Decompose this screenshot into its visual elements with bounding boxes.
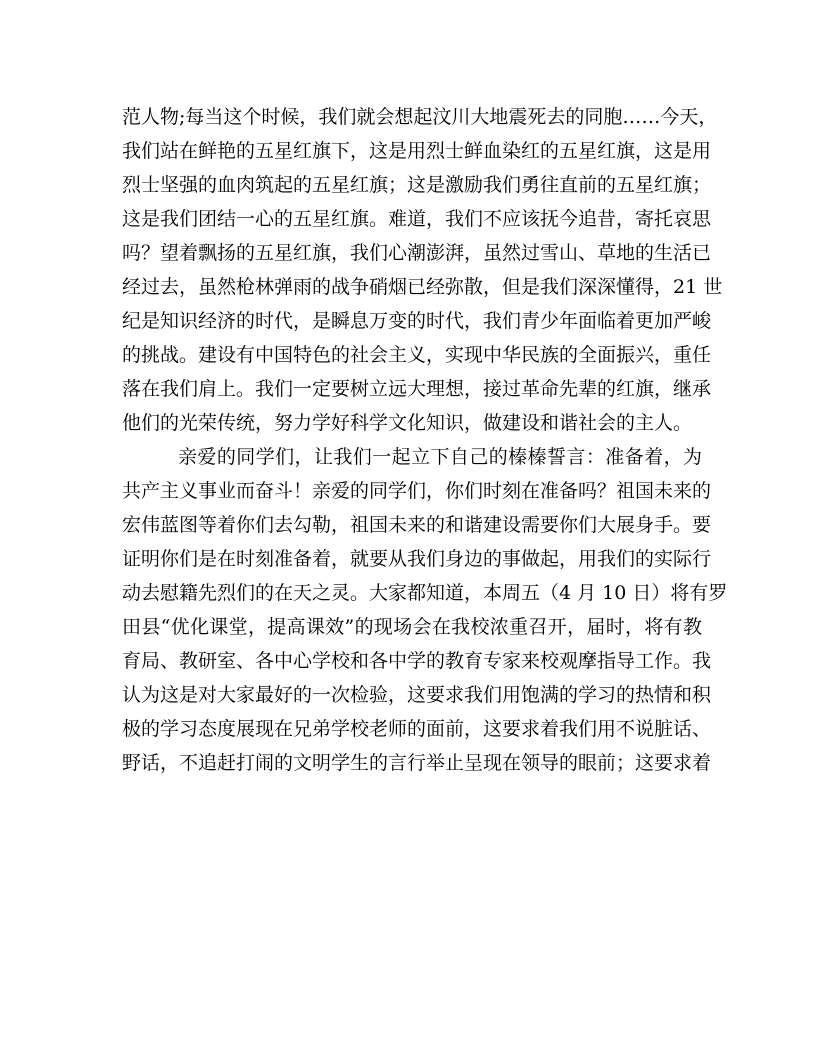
text-line: 证明你们是在时刻准备着，就要从我们身边的事做起，用我们的实际行 — [122, 548, 712, 570]
text-line: 动去慰籍先烈们的在天之灵。大家都知道，本周五（4 月 10 日）将有罗 — [122, 582, 728, 604]
text-line: 宏伟蓝图等着你们去勾勒，祖国未来的和谐建设需要你们大展身手。要 — [122, 514, 712, 536]
text-line: 经过去，虽然枪林弹雨的战争硝烟已经弥散，但是我们深深懂得，21 世 — [122, 276, 723, 298]
document-body — [122, 100, 728, 780]
text-line: 吗？望着飘扬的五星红旗，我们心潮澎湃，虽然过雪山、草地的生活已 — [122, 242, 712, 264]
text-line: 亲爱的同学们，让我们一起立下自己的榛榛誓言：准备着，为 — [178, 446, 702, 468]
text-line: 落在我们肩上。我们一定要树立远大理想，接过革命先辈的红旗，继承 — [122, 378, 712, 400]
text-line: 纪是知识经济的时代，是瞬息万变的时代，我们青少年面临着更加严峻 — [122, 310, 712, 332]
text-line: 田县“优化课堂，提高课效”的现场会在我校浓重召开，届时，将有教 — [122, 616, 702, 638]
text-line: 育局、教研室、各中心学校和各中学的教育专家来校观摩指导工作。我 — [122, 650, 712, 672]
text-line: 共产主义事业而奋斗！亲爱的同学们，你们时刻在准备吗？祖国未来的 — [122, 480, 712, 502]
text-line: 我们站在鲜艳的五星红旗下，这是用烈士鲜血染红的五星红旗，这是用 — [122, 140, 712, 162]
text-line: 范人物;每当这个时候，我们就会想起汶川大地震死去的同胞……今天， — [122, 106, 718, 128]
paragraph-2 — [122, 440, 728, 780]
text-line: 野话，不追赶打闹的文明学生的言行举止呈现在领导的眼前；这要求着 — [122, 752, 712, 774]
text-line: 认为这是对大家最好的一次检验，这要求我们用饱满的学习的热情和积 — [122, 684, 712, 706]
text-line: 烈士坚强的血肉筑起的五星红旗；这是激励我们勇往直前的五星红旗； — [122, 174, 712, 196]
text-line: 极的学习态度展现在兄弟学校老师的面前，这要求着我们用不说脏话、 — [122, 718, 712, 740]
text-line: 的挑战。建设有中国特色的社会主义，实现中华民族的全面振兴，重任 — [122, 344, 712, 366]
paragraph-1 — [122, 100, 723, 440]
text-line: 这是我们团结一心的五星红旗。难道，我们不应该抚今追昔，寄托哀思 — [122, 208, 712, 230]
text-line: 他们的光荣传统，努力学好科学文化知识，做建设和谐社会的主人。 — [122, 412, 693, 434]
